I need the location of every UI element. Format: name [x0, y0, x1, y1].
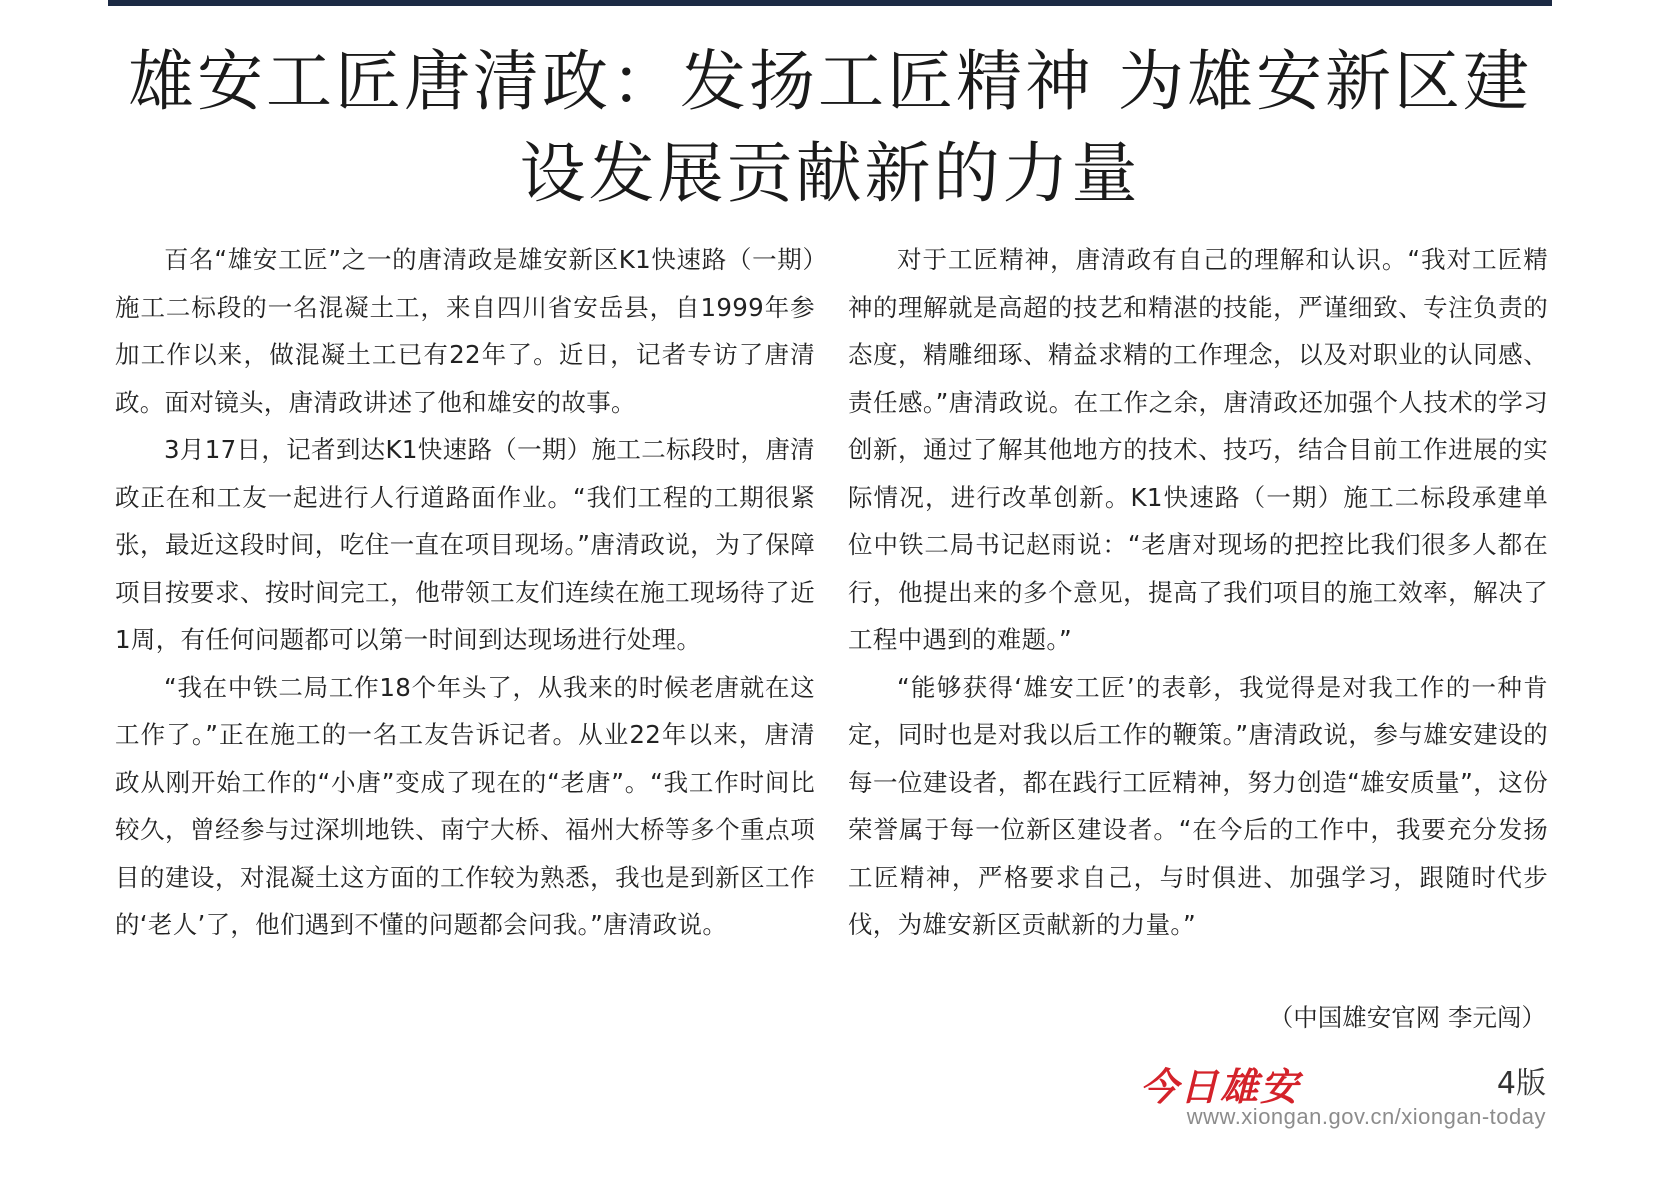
article-paragraph: 对于工匠精神，唐清政有自己的理解和认识。“我对工匠精神的理解就是高超的技艺和精湛的技能，严谨细致、专注负责的态度，精雕细琢、精益求精的工作理念，以及对职业的认同感、责任感。”唐清政说。在工作之余，唐清政还加强个人技术的学习创新，通过了解其他地方的技术、技巧，结合目前工作进展的实际情况，进行改革创新。K1快速路（一期）施工二标段承建单位中铁二局书记赵雨说：“老唐对现场的把控比我们很多人都在行，他提出来的多个意见，提高了我们项目的施工效率，解决了工程中遇到的难题。”: [848, 245, 1548, 654]
top-rule: [108, 0, 1552, 6]
page-number: 4版: [1496, 1066, 1546, 1101]
article-column-right: [848, 236, 1548, 949]
article-paragraph: “能够获得‘雄安工匠’的表彰，我觉得是对我工作的一种肯定，同时也是对我以后工作的鞭策。”唐清政说，参与雄安建设的每一位建设者，都在践行工匠精神，努力创造“雄安质量”，这份荣誉属于每一位新区建设者。“在今后的工作中，我要充分发扬工匠精神，严格要求自己，与时俱进、加强学习，跟随时代步伐，为雄安新区贡献新的力量。”: [848, 672, 1548, 939]
article-paragraph: 百名“雄安工匠”之一的唐清政是雄安新区K1快速路（一期）施工二标段的一名混凝土工，来自四川省安岳县，自1999年参加工作以来，做混凝土工已有22年了。近日，记者专访了唐清政。面对镜头，唐清政讲述了他和雄安的故事。: [115, 245, 815, 417]
brand-logo: 今日雄安: [1140, 1064, 1301, 1109]
site-url: www.xiongan.gov.cn/xiongan-today: [1186, 1104, 1546, 1129]
article-column-left: [115, 236, 815, 949]
article-byline: （中国雄安官网 李元闯）: [1268, 1003, 1546, 1032]
article-paragraph: 3月17日，记者到达K1快速路（一期）施工二标段时，唐清政正在和工友一起进行人行道路面作业。“我们工程的工期很紧张，最近这段时间，吃住一直在项目现场。”唐清政说，为了保障项目按要求、按时间完工，他带领工友们连续在施工现场待了近1周，有任何问题都可以第一时间到达现场进行处理。: [115, 435, 815, 654]
article-paragraph: “我在中铁二局工作18个年头了，从我来的时候老唐就在这工作了。”正在施工的一名工友告诉记者。从业22年以来，唐清政从刚开始工作的“小唐”变成了现在的“老唐”。“我工作时间比较久，曾经参与过深圳地铁、南宁大桥、福州大桥等多个重点项目的建设，对混凝土这方面的工作较为熟悉，我也是到新区工作的‘老人’了，他们遇到不懂的问题都会问我。”唐清政说。: [115, 672, 815, 939]
article-headline: 雄安工匠唐清政：发扬工匠精神 为雄安新区建设发展贡献新的力量: [128, 43, 1532, 212]
